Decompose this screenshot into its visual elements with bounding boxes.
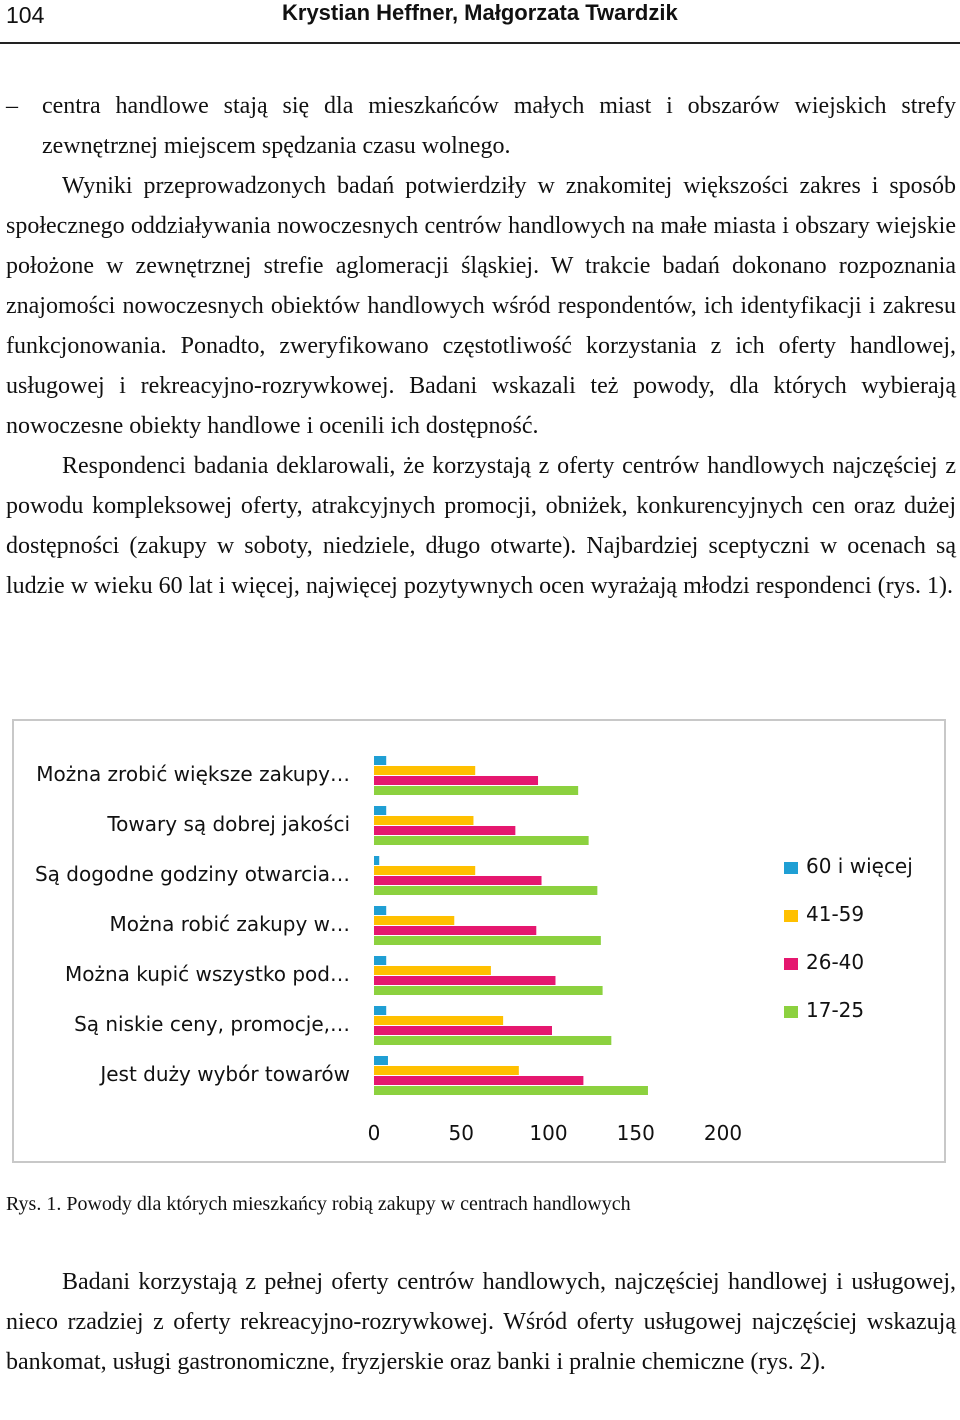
bar <box>374 806 386 815</box>
x-tick-label: 100 <box>529 1121 568 1145</box>
paragraph-2: Respondenci badania deklarowali, że korzystają z oferty centrów handlowych najczęściej z powodu kompleksowej oferty, atrakcyjnych promocji, obniżek, konkurencyjnych cen oraz dużej dostępności (zakupy w soboty, niedziele, długo otwarte). Najbardziej sceptyczni w ocenach są ludzie w wieku 60 lat i więcej, najwięcej pozytywnych ocen wyrażają młodzi respondenci (rys. 1). <box>6 453 956 599</box>
x-tick-label: 50 <box>448 1121 474 1145</box>
bar <box>374 866 475 875</box>
paragraph-3: Badani korzystają z pełnej oferty centrów handlowych, najczęściej handlowej i usługowej, nieco rzadziej z oferty rekreacyjno-rozrywkowej. Wśród oferty usługowej najczęściej wskazują bankomat, usługi gastronomiczne, fryzjerskie oraz banki i pralnie chemiczne (rys. 2). <box>6 1269 956 1375</box>
legend-label: 17-25 <box>806 998 865 1022</box>
bar <box>374 1066 519 1075</box>
bullet-list-item <box>6 86 956 166</box>
bar <box>374 786 578 795</box>
category-label: Można robić zakupy w… <box>109 912 350 936</box>
bar <box>374 836 589 845</box>
category-label: Można kupić wszystko pod… <box>65 962 350 986</box>
legend-label: 26-40 <box>806 950 865 974</box>
running-head-authors: Krystian Heffner, Małgorzata Twardzik <box>282 0 678 25</box>
legend-swatch <box>784 862 798 874</box>
category-label: Są dogodne godziny otwarcia… <box>34 862 350 886</box>
bar <box>374 1076 583 1085</box>
list-dash: – <box>6 93 18 119</box>
x-tick-label: 200 <box>703 1121 743 1145</box>
bar <box>374 756 386 765</box>
bar <box>374 966 491 975</box>
paragraph-1: Wyniki przeprowadzonych badań potwierdziły w znakomitej większości zakres i sposób społecznego oddziaływania nowoczesnych centrów handlowych na małe miasta i obszary wiejskie położone w zewnętrznej strefie aglomeracji śląskiej. W trakcie badań dokonano rozpoznania znajomości nowoczesnych obiektów handlowych wśród respondentów, ich identyfikacji i zakresu funkcjonowania. Ponadto, zweryfikowano częstotliwość korzystania z ich oferty handlowej, usługowej i rekreacyjno-rozrywkowej. Badani wskazali też powody, dla których wybierają nowoczesne obiekty handlowe i ocenili ich dostępność. <box>6 173 956 439</box>
bar <box>374 926 536 935</box>
bar <box>374 1036 611 1045</box>
bar <box>374 1016 503 1025</box>
bar <box>374 986 603 995</box>
bar <box>374 916 454 925</box>
category-label: Są niskie ceny, promocje,… <box>74 1012 350 1036</box>
legend-swatch <box>784 910 798 922</box>
bar <box>374 936 601 945</box>
figure-chart <box>12 719 946 1163</box>
bar <box>374 766 475 775</box>
bar <box>374 956 386 965</box>
legend-swatch <box>784 1006 798 1018</box>
bar <box>374 1056 388 1065</box>
x-tick-label: 0 <box>367 1121 381 1145</box>
page-header <box>0 0 960 44</box>
figure-caption: Rys. 1. Powody dla których mieszkańcy robią zakupy w centrach handlowych <box>6 1193 631 1215</box>
legend-swatch <box>784 958 798 970</box>
legend-label: 41-59 <box>806 902 865 926</box>
bar <box>374 826 515 835</box>
bar <box>374 906 386 915</box>
list-item-text: centra handlowe stają się dla mieszkańców małych miast i obszarów wiejskich strefy zewnętrznej miejscem spędzania czasu wolnego. <box>42 93 956 159</box>
bar <box>374 1026 552 1035</box>
body-paragraphs <box>6 166 956 606</box>
closing-text <box>6 1262 956 1382</box>
bar <box>374 886 597 895</box>
bar <box>374 1086 648 1095</box>
bar <box>374 816 473 825</box>
bar <box>374 976 555 985</box>
bar <box>374 1006 386 1015</box>
bar-chart-svg <box>14 721 944 1161</box>
category-label: Jest duży wybór towarów <box>100 1062 350 1086</box>
legend-label: 60 i więcej <box>806 854 913 878</box>
bar <box>374 856 379 865</box>
category-label: Towary są dobrej jakości <box>107 812 350 836</box>
page-number: 104 <box>6 2 45 28</box>
bar <box>374 876 542 885</box>
category-label: Można zrobić większe zakupy… <box>36 762 350 786</box>
x-tick-label: 150 <box>616 1121 655 1145</box>
bar <box>374 776 538 785</box>
